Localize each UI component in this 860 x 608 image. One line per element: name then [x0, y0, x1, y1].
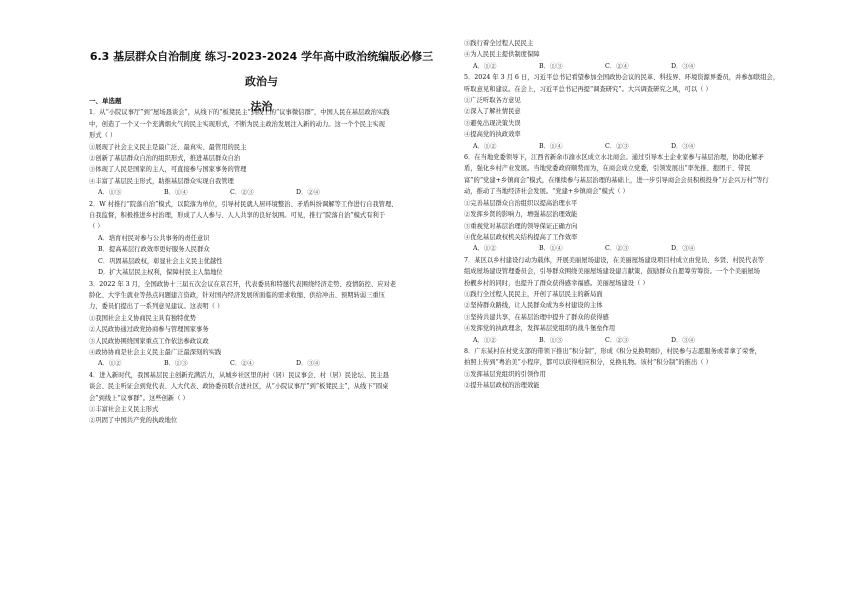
option-c[interactable]: C．②③: [230, 189, 254, 197]
title-line-2: 法治: [250, 100, 273, 113]
answer-options: [464, 335, 811, 346]
statement-item: ②人民政协通过政党协商参与管理国家事务: [89, 326, 209, 334]
option-b[interactable]: B．①③: [539, 336, 563, 344]
statement-item: ②坚持群众路线，让人民群众成为乡村建设的主体: [464, 302, 603, 310]
statement-item: ①践行全过程人民民主，开创了基层民主的新局面: [464, 290, 603, 298]
question-stem-line: 富”的“党建+乡镇商会”模式，在继续参与基层治理的基础上，进一步引导商会会员积极投身“万企兴万村”等行: [464, 176, 769, 184]
question-stem-line: 6．在当地党委领导下，江西省新余市渝水区成立水北商会。通过引导本土企业家参与基层治理，协助化解矛: [464, 154, 764, 162]
option-a[interactable]: A．①②: [473, 245, 497, 253]
statement-item: ④为人民民主提供制度保障: [464, 51, 540, 59]
statement-item: ④优化基层政权机关结构提高了工作效率: [464, 233, 578, 241]
question-stem-line: 组成屋场建设管理委员会，引导群众围绕美丽屋场建设建言献策，鼓励群众自愿筹劳筹资。一个个美丽屋场: [464, 268, 760, 276]
statement-item: ②提升基层政权的治理效能: [464, 382, 540, 390]
statement-item: ①我国社会主义协商民主具有独特优势: [89, 314, 197, 322]
option-b[interactable]: B．①④: [539, 142, 563, 150]
answer-options: [89, 358, 434, 369]
statement-item: ②创新了基层群众自治的组织形式，推进基层群众自治: [89, 155, 241, 163]
question-stem-line: 4．进入新时代，我国基层民主创新充满活力，从城乡社区里的村（居）民议事会、村（居）民论坛、民主恳: [89, 371, 389, 379]
answer-options: [464, 61, 811, 72]
option-c[interactable]: C．②③: [605, 336, 629, 344]
title-line-1: 6.3 基层群众自治制度 练习-2023-2024 学年高中政治统编版必修三政治与: [89, 50, 434, 88]
question-stem-line: 中，创造了一个又一个充满烟火气的民主实现形式，不断为民主政治发展注入新的动力。这一个个民主实现: [89, 120, 385, 128]
question-3: [89, 279, 434, 370]
question-stem-line: （ ）: [89, 223, 104, 231]
option-a[interactable]: A．培育村民对参与公共事务的责任意识: [98, 234, 210, 242]
option-d[interactable]: D．③④: [671, 245, 695, 253]
option-b[interactable]: B．①③: [164, 360, 188, 368]
option-c[interactable]: C．巩固基层政权，彰显社会主义民主优越性: [98, 257, 223, 265]
statement-item: ②深入了解社情民意: [464, 108, 521, 116]
option-d[interactable]: D．②④: [296, 189, 320, 197]
question-stem-line: 拍照上传到“粤治美”小程序，都可以获得相应积分，兑换礼物。该村“积分制”的推出（ ）: [464, 359, 712, 367]
statement-item: ③避免出现决策失误: [464, 119, 521, 127]
option-b[interactable]: B．提高基层行政效率更好服务人民群众: [98, 246, 210, 254]
option-d[interactable]: D．③④: [671, 62, 695, 70]
question-2: [89, 199, 434, 279]
statement-item: ①广泛听取各方意见: [464, 97, 521, 105]
option-c[interactable]: C．②③: [605, 142, 629, 150]
option-c[interactable]: C．②③: [605, 245, 629, 253]
option-a[interactable]: A．①②: [98, 360, 122, 368]
statement-item: ③坚持共建共享，在基层治理中提升了群众的获得感: [464, 313, 609, 321]
question-4: [89, 370, 434, 427]
question-8: [464, 346, 811, 392]
option-a[interactable]: A．①②: [473, 62, 497, 70]
question-stem-line: 龄化、大学生就业等热点问题建言资政，针对国内经济发展所面临的需求收缩、供给冲击、预期转弱三重压: [89, 291, 385, 299]
question-stem-line: 8．广东某村在村党支部的带领下推出“积分制”，形成《积分兑换明细》，村民参与志愿服务或者拿了荣誉，: [464, 347, 761, 355]
question-stem-line: 自我监督，积极推进乡村治理，形成了人人参与、人人共享的良好氛围。可见，推行“院落自治”模式有利于: [89, 212, 386, 220]
question-6: [464, 152, 811, 255]
statement-item: ④政协协商是社会主义民主最广泛最深刻的实践: [89, 348, 222, 356]
question-stem-line: 动，推动了当地经济社会发展。“党建+乡镇商会”模式（ ）: [464, 188, 629, 196]
statement-item: ①展现了社会主义民主是最广泛、最真实、最管用的民主: [89, 143, 247, 151]
option-c[interactable]: C．②④: [230, 360, 254, 368]
question-stem-line: 力，委员们提出了一系列意见建议。这表明（ ）: [89, 303, 224, 311]
option-d[interactable]: D．③④: [671, 142, 695, 150]
statement-item: ③人民政协围绕国家重点工作依法参政议政: [89, 337, 209, 345]
option-d[interactable]: D．扩大基层民主权利，保障村民主人翁地位: [98, 269, 223, 277]
statement-item: ②发挥乡贤的影响力，增强基层治理效能: [464, 211, 578, 219]
statement-item: ④丰富了基层民主形式，助推基层群众实现自我管理: [89, 177, 234, 185]
answer-options: [464, 141, 811, 152]
statement-item: ①完善基层群众自治组织以提高治理水平: [464, 199, 578, 207]
answer-options: [89, 187, 434, 198]
statement-item: ③践行着全过程人民民主: [464, 40, 534, 47]
option-b[interactable]: B．①④: [539, 245, 563, 253]
statement-item: ④提高党的执政效率: [464, 131, 521, 139]
statement-item: ②巩固了中国共产党的执政地位: [89, 417, 178, 425]
question-stem-line: 7．某区以乡村建设行动为载体，开展美丽屋场建设，在美丽屋场建设项目村成立由党员、乡贤、村民代表等: [464, 256, 764, 264]
question-stem-line: 会”到线上“议事群”。这些创新（ ）: [89, 394, 189, 402]
right-column: [464, 38, 811, 392]
question-stem-line: 3．2022 年 3 月，全国政协十三届五次会议在京召开，代表委员和特邀代表围绕经济走势、疫情防控、应对老: [89, 280, 397, 288]
option-a[interactable]: A．①②: [473, 336, 497, 344]
question-stem-line: 5．2024 年 3 月 6 日，习近平总书记看望参加全国政协会议的民革、科技界、环境资源界委员，并参加联组会，: [464, 74, 780, 82]
option-b[interactable]: B．①③: [539, 62, 563, 70]
section-heading: 一、单选题: [89, 97, 122, 105]
question-5: [464, 72, 811, 152]
statement-item: ①丰富社会主义民主形式: [89, 405, 159, 413]
option-d[interactable]: D．③④: [296, 360, 320, 368]
question-4-continued: [464, 38, 811, 72]
question-1: [89, 107, 434, 198]
option-b[interactable]: B．①④: [164, 189, 188, 197]
question-stem-line: 1．从“小院议事厅”到“屋场恳谈会”，从线下的“板凳民主”到线上的“议事微信群”，中国人民在基层政治实践: [89, 109, 390, 117]
option-a[interactable]: A．①②: [473, 142, 497, 150]
option-c[interactable]: C．②④: [605, 62, 629, 70]
statement-item: ④发挥党的执政理念，发挥基层党组织的战斗堡垒作用: [464, 325, 616, 333]
option-d[interactable]: D．③④: [671, 336, 695, 344]
question-stem-line: 盾，强化乡村产业发展。当地党委政府顺势而为，在商会成立党委，引领发展出“率先推、抱团干、带民: [464, 165, 751, 173]
statement-item: ①发挥基层党组织的引领作用: [464, 370, 546, 378]
question-stem-line: 2．W 村推行“院落自治”模式，以院落为单位，引导村民就人居环境整治、矛盾纠纷调解等工作进行自我管理、: [89, 200, 398, 208]
question-7: [464, 255, 811, 346]
statement-item: ③体现了人民是国家的主人，可直接参与国家事务的管理: [89, 166, 247, 174]
answer-options: [464, 243, 811, 254]
question-stem-line: 谈会、民主听证会到党代表、人大代表、政协委员联合进社区，从“小院议事厅”到“板凳民主”，从线下“圆桌: [89, 383, 389, 391]
question-stem-line: 扮靓乡村的同时，也提升了群众获得感幸福感。美丽屋场建设（ ）: [464, 279, 649, 287]
statement-item: ③重视党对基层治理的领导保证正确方向: [464, 222, 578, 230]
option-a[interactable]: A．①③: [98, 189, 122, 197]
left-column: [89, 94, 434, 427]
question-stem-line: 形式（ ）: [89, 132, 117, 140]
question-stem-line: 听取意见和建议。在会上，习近平总书记再提“调查研究”。大兴调查研究之风，可以（ ）: [464, 85, 712, 93]
